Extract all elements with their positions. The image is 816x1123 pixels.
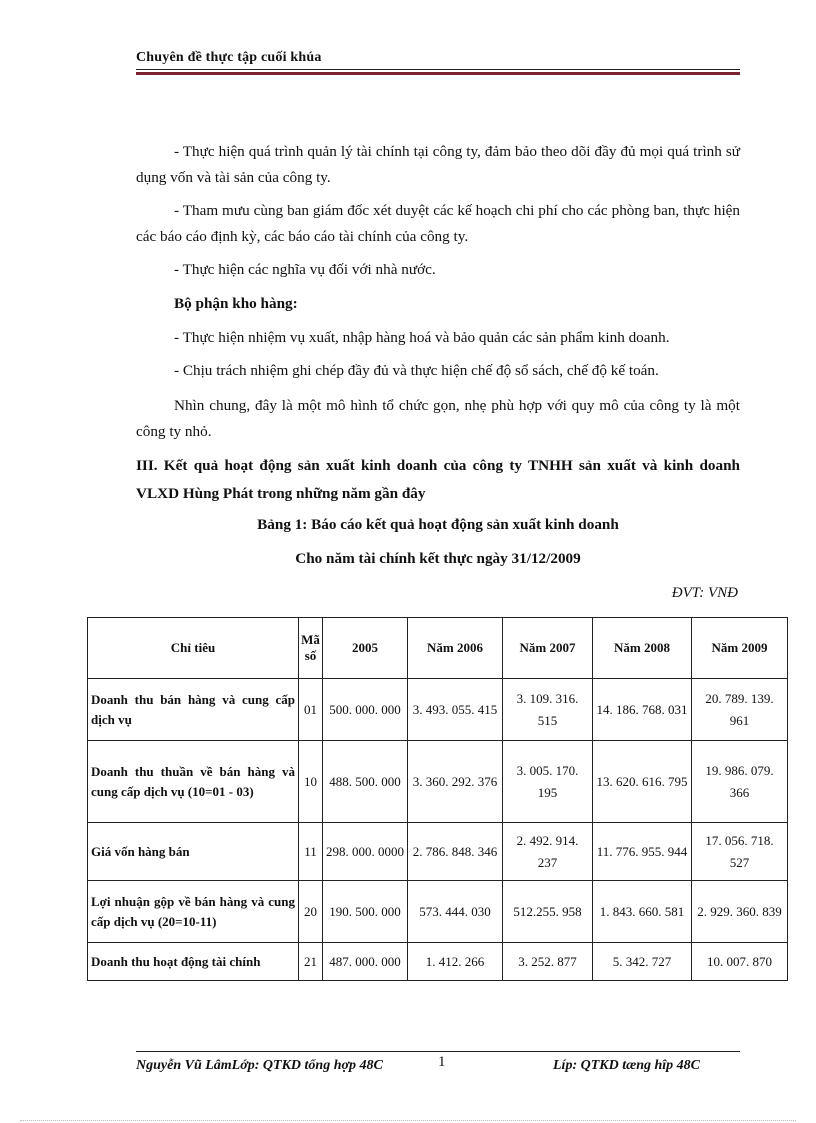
cell-2009: 2. 929. 360. 839 [692, 881, 788, 943]
cell-2005: 500. 000. 000 [323, 679, 408, 741]
cell-2008: 14. 186. 768. 031 [593, 679, 692, 741]
header-indicator: Chỉ tiêu [88, 618, 299, 679]
cell-2005: 487. 000. 000 [323, 943, 408, 981]
page-number: 1 [438, 1054, 446, 1070]
cell-2008: 1. 843. 660. 581 [593, 881, 692, 943]
paragraph-conclusion: Nhìn chung, đây là một mô hình tổ chức gọn, nhẹ phù hợp với quy mô của công ty là một công ty nhỏ. [136, 397, 740, 440]
paragraph-warehouse-duty: - Thực hiện nhiệm vụ xuất, nhập hàng hoá và bảo quản các sản phẩm kinh doanh. [174, 329, 670, 346]
table-header-row [88, 618, 788, 679]
cell-2007: 2. 492. 914. 237 [503, 823, 593, 881]
cell-2008: 11. 776. 955. 944 [593, 823, 692, 881]
cell-2008: 5. 342. 727 [593, 943, 692, 981]
cell-2008: 13. 620. 616. 795 [593, 741, 692, 823]
cell-2005: 190. 500. 000 [323, 881, 408, 943]
cell-2006: 573. 444. 030 [408, 881, 503, 943]
row-label: Doanh thu bán hàng và cung cấp dịch vụ [88, 679, 299, 741]
paragraph-financial-management: - Thực hiện quá trình quản lý tài chính tại công ty, đảm bảo theo dõi đầy đủ mọi quá trình sử dụng vốn và tài sản của công ty. [136, 143, 740, 186]
cell-2006: 3. 360. 292. 376 [408, 741, 503, 823]
header-2006: Năm 2006 [408, 618, 503, 679]
table-title: Bảng 1: Báo cáo kết quả hoạt động sản xuất kinh doanh [257, 516, 619, 533]
header-code: Mã số [299, 618, 323, 679]
header-2005: 2005 [323, 618, 408, 679]
page-header-title: Chuyên đề thực tập cuối khúa [136, 50, 322, 65]
table-row [88, 823, 788, 881]
section-heading: III. Kết quả hoạt động sản xuất kinh doanh của công ty TNHH sản xuất và kinh doanh VLXD Hùng Phát trong những năm gần đây [136, 457, 740, 502]
cell-2009: 20. 789. 139. 961 [692, 679, 788, 741]
footer-rule [136, 1051, 740, 1052]
subheading-warehouse: Bộ phận kho hàng: [174, 295, 298, 312]
table-row [88, 741, 788, 823]
header-rule-thick [136, 72, 740, 75]
cell-2005: 298. 000. 0000 [323, 823, 408, 881]
header-rule-thin [136, 69, 740, 70]
cell-2005: 488. 500. 000 [323, 741, 408, 823]
cell-2007: 3. 252. 877 [503, 943, 593, 981]
row-code: 10 [299, 741, 323, 823]
row-code: 11 [299, 823, 323, 881]
row-label: Doanh thu hoạt động tài chính [88, 943, 299, 981]
table-subtitle: Cho năm tài chính kết thực ngày 31/12/2009 [295, 550, 581, 567]
table-row [88, 943, 788, 981]
header-2007: Năm 2007 [503, 618, 593, 679]
cell-2006: 1. 412. 266 [408, 943, 503, 981]
row-code: 21 [299, 943, 323, 981]
cell-2009: 19. 986. 079. 366 [692, 741, 788, 823]
cell-2006: 3. 493. 055. 415 [408, 679, 503, 741]
unit-label: ĐVT: VNĐ [671, 585, 738, 601]
header-2009: Năm 2009 [692, 618, 788, 679]
paragraph-advisory: - Tham mưu cùng ban giám đốc xét duyệt các kế hoạch chi phí cho các phòng ban, thực hiện các báo cáo định kỳ, các báo cáo tài chính của công ty. [136, 202, 740, 245]
row-code: 20 [299, 881, 323, 943]
cell-2007: 3. 109. 316. 515 [503, 679, 593, 741]
header-2008: Năm 2008 [593, 618, 692, 679]
cell-2006: 2. 786. 848. 346 [408, 823, 503, 881]
table-row [88, 679, 788, 741]
row-code: 01 [299, 679, 323, 741]
cell-2009: 10. 007. 870 [692, 943, 788, 981]
cell-2007: 3. 005. 170. 195 [503, 741, 593, 823]
table-row [88, 881, 788, 943]
row-label: Lợi nhuận gộp về bán hàng và cung cấp dịch vụ (20=10-11) [88, 881, 299, 943]
report-table [87, 617, 788, 981]
cell-2009: 17. 056. 718. 527 [692, 823, 788, 881]
paragraph-state-obligations: - Thực hiện các nghĩa vụ đối với nhà nước. [174, 261, 436, 278]
footer-author: Nguyễn Vũ LâmLớp: QTKD tổng hợp 48C [136, 1058, 383, 1073]
row-label: Giá vốn hàng bán [88, 823, 299, 881]
footer-class: Líp: QTKD tæng hîp 48C [553, 1058, 701, 1073]
cell-2007: 512.255. 958 [503, 881, 593, 943]
page-edge-dotted-line [20, 1120, 796, 1121]
paragraph-accounting-duty: - Chịu trách nhiệm ghi chép đầy đủ và thực hiện chế độ sổ sách, chế độ kế toán. [174, 362, 659, 379]
row-label: Doanh thu thuần về bán hàng và cung cấp dịch vụ (10=01 - 03) [88, 741, 299, 823]
